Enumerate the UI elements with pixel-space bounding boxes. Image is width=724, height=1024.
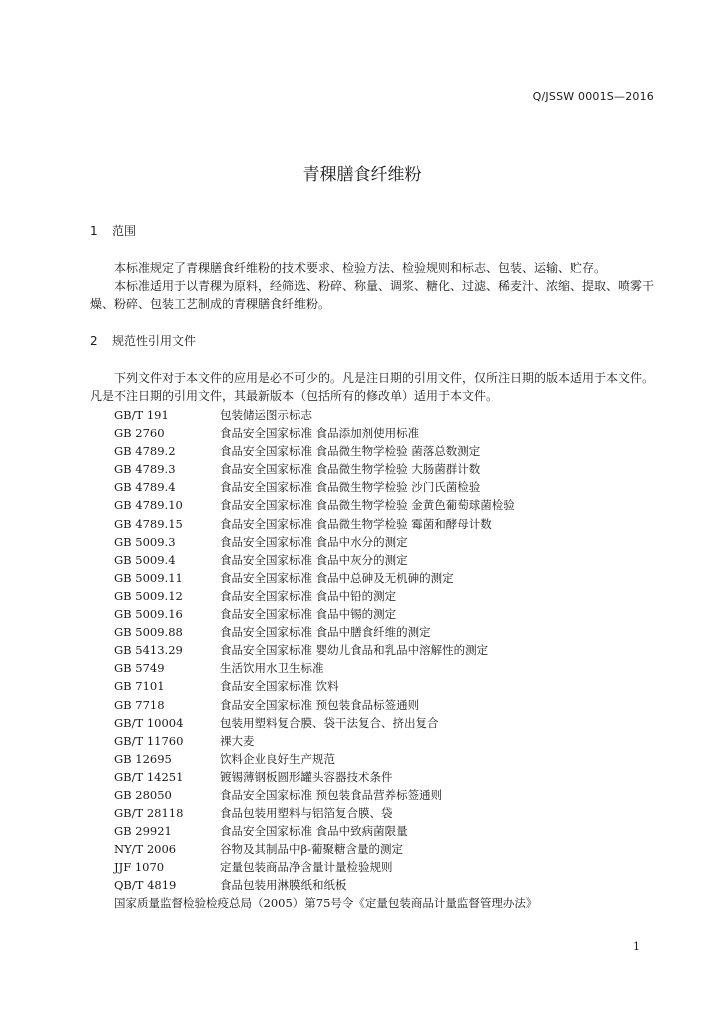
reference-code: GB 7101: [114, 679, 165, 694]
reference-item: [114, 804, 515, 822]
reference-code: GB/T 10004: [114, 715, 184, 730]
reference-title: 食品安全国家标准 预包装食品标签通则: [220, 697, 420, 712]
reference-item: [114, 822, 515, 840]
reference-code: GB 4789.3: [114, 462, 176, 477]
reference-code: GB/T 14251: [114, 769, 184, 784]
reference-code: GB 28050: [114, 787, 172, 802]
reference-code: GB 12695: [114, 751, 172, 766]
reference-title: 包装储运图示标志: [220, 408, 312, 422]
references-intro-paragraph: 下列文件对于本文件的应用是必不可少的。凡是注日期的引用文件，仅所注日期的版本适用于本文件。凡是不注日期的引用文件，其最新版本（包括所有的修改单）适用于本文件。: [90, 371, 655, 403]
reference-item: [114, 406, 515, 424]
reference-item: [114, 533, 515, 551]
reference-item: [114, 623, 515, 641]
scope-paragraph-2: 本标准适用于以青稞为原料，经筛选、粉碎、称量、调浆、糖化、过滤、稀麦汁、浓缩、提取、喷雾干燥、粉碎、包装工艺制成的青稞膳食纤维粉。: [90, 279, 655, 311]
reference-item: [114, 424, 515, 442]
reference-code: GB 5009.11: [114, 570, 183, 585]
reference-title: 食品安全国家标准 食品中总砷及无机砷的测定: [220, 570, 454, 585]
section-2-heading: [90, 332, 196, 349]
reference-title: 食品安全国家标准 食品添加剂使用标准: [220, 426, 420, 441]
reference-title: 生活饮用水卫生标准: [220, 661, 324, 676]
reference-title: 食品安全国家标准 食品中膳食纤维的测定: [220, 625, 431, 640]
reference-item: [114, 696, 515, 714]
reference-code: GB 5009.4: [114, 552, 176, 567]
reference-title: 定量包装商品净含量计量检验规则: [220, 860, 393, 875]
reference-title: 食品安全国家标准 预包装食品营养标签通则: [220, 787, 443, 802]
reference-title: 裸大麦: [220, 733, 255, 748]
reference-code: GB 5413.29: [114, 643, 183, 658]
reference-item: [114, 732, 515, 750]
reference-code: GB 5009.16: [114, 607, 183, 622]
reference-title: 食品安全国家标准 食品微生物学检验 沙门氏菌检验: [220, 480, 481, 495]
document-title: 青稞膳食纤维粉: [302, 165, 422, 185]
reference-code: GB 2760: [114, 426, 165, 441]
reference-item: [114, 496, 515, 514]
reference-item: [114, 569, 515, 587]
reference-code: GB 7718: [114, 697, 165, 712]
reference-item: [114, 641, 515, 659]
reference-title: 食品安全国家标准 食品中水分的测定: [220, 534, 408, 549]
reference-title: 食品安全国家标准 饮料: [220, 679, 339, 694]
reference-title: 食品安全国家标准 食品微生物学检验 菌落总数测定: [220, 444, 481, 459]
reference-item: [114, 442, 515, 460]
reference-title: 包装用塑料复合膜、袋干法复合、挤出复合: [220, 715, 439, 730]
reference-title: 食品安全国家标准 食品微生物学检验 霉菌和酵母计数: [220, 516, 492, 531]
section-1-body: [90, 259, 660, 313]
reference-item: [114, 876, 515, 894]
reference-code: GB/T 11760: [114, 733, 184, 748]
reference-code: GB 29921: [114, 824, 172, 839]
reference-code: QB/T 4819: [114, 878, 177, 893]
reference-title: 食品安全国家标准 婴幼儿食品和乳品中溶解性的测定: [220, 643, 489, 658]
reference-code: GB 4789.2: [114, 444, 176, 459]
reference-item: [114, 515, 515, 533]
reference-title: 食品安全国家标准 食品微生物学检验 大肠菌群计数: [220, 462, 481, 477]
reference-title: 食品安全国家标准 食品中铅的测定: [220, 588, 397, 603]
reference-code: GB/T 191: [114, 408, 169, 422]
reference-item: [114, 840, 515, 858]
reference-code: GB 4789.4: [114, 480, 176, 495]
reference-item: [114, 587, 515, 605]
reference-item: [114, 478, 515, 496]
reference-title: 食品安全国家标准 食品中致病菌限量: [220, 824, 408, 839]
reference-code: GB 5009.88: [114, 625, 183, 640]
reference-title: 食品包装用淋膜纸和纸板: [220, 878, 347, 893]
reference-code: GB 4789.10: [114, 498, 183, 513]
page-number: 1: [633, 940, 640, 953]
reference-code: GB/T 28118: [114, 806, 184, 821]
reference-item: [114, 786, 515, 804]
reference-code: JJF 1070: [114, 860, 165, 875]
reference-code: NY/T 2006: [114, 842, 177, 857]
section-2-title: 规范性引用文件: [112, 334, 197, 348]
reference-code: GB 5749: [114, 661, 165, 676]
reference-item: [114, 768, 515, 786]
reference-item: [114, 551, 515, 569]
reference-note: 国家质量监督检验检疫总局（2005）第75号令《定量包装商品计量监督管理办法》: [114, 896, 538, 910]
reference-title: 饮料企业良好生产规范: [220, 751, 335, 766]
scope-paragraph-1: 本标准规定了青稞膳食纤维粉的技术要求、检验方法、检验规则和标志、包装、运输、贮存。: [114, 261, 607, 275]
section-1-title: 范围: [112, 224, 137, 238]
reference-item: [114, 659, 515, 677]
reference-title: 谷物及其制品中β-葡聚糖含量的测定: [220, 842, 404, 857]
section-2-number: 2: [90, 334, 98, 348]
section-1-heading: [90, 222, 136, 239]
reference-item: [114, 605, 515, 623]
reference-item: [114, 460, 515, 478]
section-1-number: 1: [90, 224, 98, 238]
reference-title: 食品安全国家标准 食品微生物学检验 金黄色葡萄球菌检验: [220, 498, 515, 513]
reference-code: GB 4789.15: [114, 516, 183, 531]
reference-code: GB 5009.3: [114, 534, 176, 549]
section-2-intro: [90, 369, 660, 405]
reference-item: [114, 858, 515, 876]
reference-item: [114, 714, 515, 732]
reference-code: GB 5009.12: [114, 588, 183, 603]
reference-title: 食品包装用塑料与铝箔复合膜、袋: [220, 806, 393, 821]
reference-title: 食品安全国家标准 食品中锡的测定: [220, 607, 397, 622]
reference-title: 食品安全国家标准 食品中灰分的测定: [220, 552, 408, 567]
reference-item: [114, 677, 515, 695]
standard-code: Q/JSSW 0001S—2016: [532, 90, 654, 103]
reference-title: 镀锡薄钢板圆形罐头容器技术条件: [220, 769, 393, 784]
reference-list: [114, 406, 515, 895]
reference-item: [114, 750, 515, 768]
